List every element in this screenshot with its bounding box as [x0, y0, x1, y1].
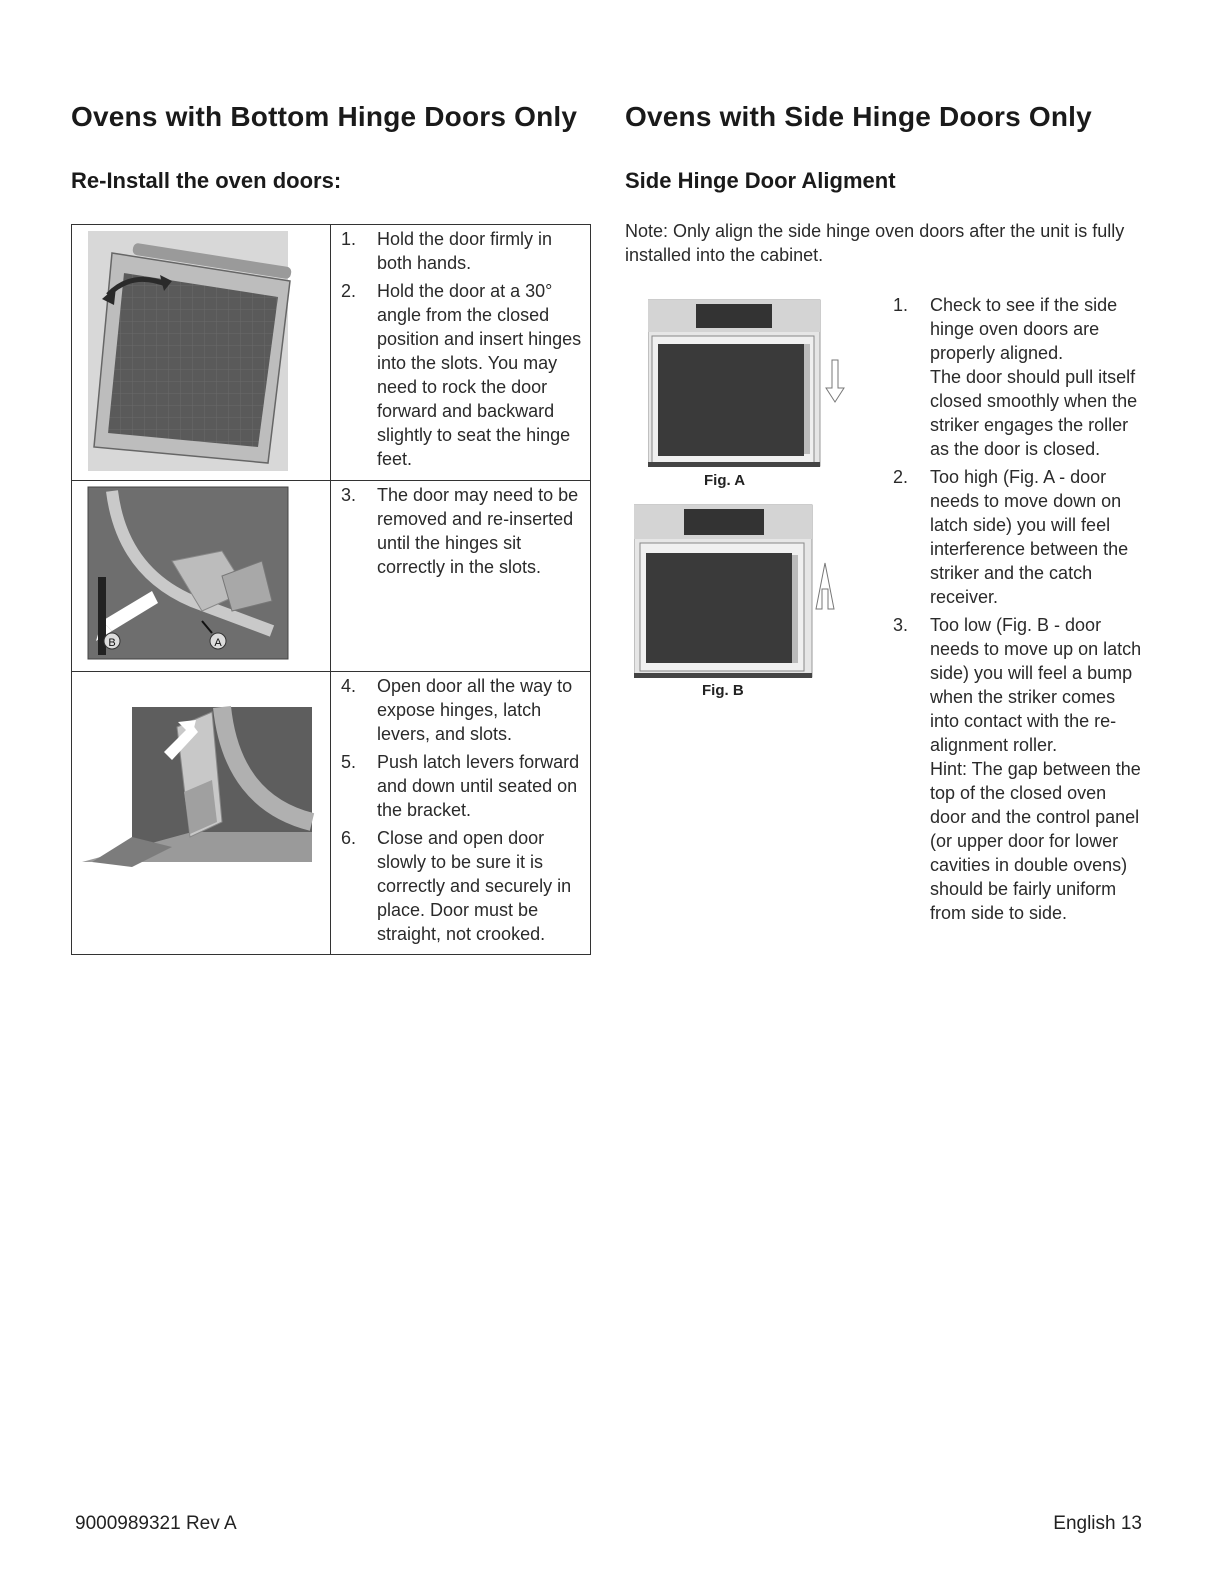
fig-a-oven-illustration	[648, 298, 858, 470]
latch-lever-illustration	[72, 672, 330, 954]
alignment-note: Note: Only align the side hinge oven doors after the unit is fully installed into the cabinet.	[625, 221, 1125, 265]
list-item: 3. The door may need to be removed and re-inserted until the hinges sit correctly in the slots.	[341, 485, 579, 577]
table-row	[72, 481, 591, 672]
down-arrow-icon	[826, 360, 844, 402]
left-section-title: Ovens with Bottom Hinge Doors Only	[71, 101, 578, 132]
alignment-steps-list	[893, 293, 1143, 929]
list-item: 1. Check to see if the side hinge oven doors are properly aligned. The door should pull itself closed smoothly when the striker engages the roller as the door is closed.	[893, 295, 1138, 459]
table-row	[72, 672, 591, 955]
list-item: 1. Hold the door firmly in both hands.	[341, 229, 553, 273]
left-section-subtitle: Re-Install the oven doors:	[71, 168, 342, 193]
svg-text:B: B	[108, 637, 116, 649]
document-number: 9000989321 Rev A	[75, 1513, 237, 1534]
table-row	[72, 225, 591, 481]
list-item: 2. Too high (Fig. A - door needs to move down on latch side) you will feel interference between the striker and the catch receiver.	[893, 467, 1129, 607]
latch-lever-illustration-cell	[72, 672, 331, 955]
door-angle-illustration-cell	[72, 225, 331, 481]
hinge-insert-illustration	[72, 481, 330, 671]
svg-text:A: A	[214, 637, 222, 649]
fig-a-label: Fig. A	[704, 472, 746, 489]
list-item: 4. Open door all the way to expose hinges, latch levers, and slots.	[341, 676, 573, 744]
fig-b-label: Fig. B	[702, 682, 744, 699]
list-item: 3. Too low (Fig. B - door needs to move up on latch side) you will feel a bump when the striker comes into contact with the re-alignment roller. Hint: The gap between the top of the closed oven door and the control panel (or upper door for lower cavities in double ovens) should be fairly uniform from side to side.	[893, 615, 1142, 923]
list-item: 5. Push latch levers forward and down until seated on the bracket.	[341, 752, 580, 820]
step-3-cell	[331, 481, 591, 672]
reinstall-steps-table	[71, 224, 591, 955]
steps-4-6-cell	[331, 672, 591, 955]
right-section-title: Ovens with Side Hinge Doors Only	[625, 101, 1092, 132]
door-angle-illustration	[72, 225, 330, 480]
list-item: 6. Close and open door slowly to be sure it is correctly and securely in place. Door must be straight, not crooked.	[341, 828, 572, 944]
hinge-insert-illustration-cell	[72, 481, 331, 672]
right-section-subtitle: Side Hinge Door Aligment	[625, 168, 896, 193]
page-number: English 13	[1053, 1513, 1142, 1534]
steps-1-2-cell	[331, 225, 591, 481]
list-item: 2. Hold the door at a 30° angle from the closed position and insert hinges into the slots. You may need to rock the door forward and backward slightly to seat the hinge feet.	[341, 281, 582, 469]
up-arrow-icon	[816, 563, 834, 609]
fig-b-oven-illustration	[634, 503, 854, 683]
